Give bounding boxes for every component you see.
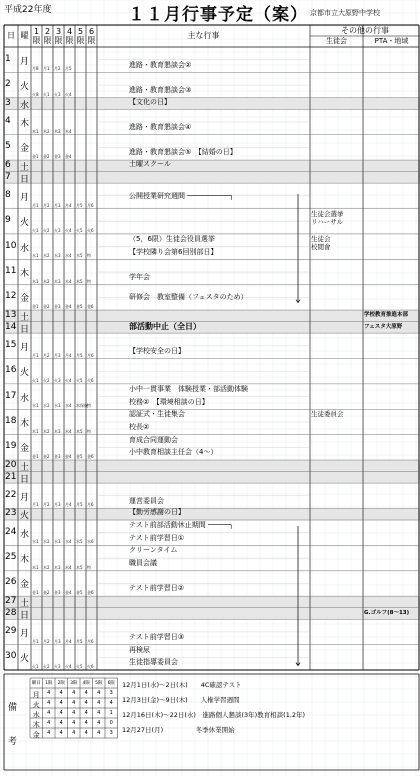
week-table-cell: 4 xyxy=(59,710,63,716)
day-number: 30 xyxy=(5,651,17,662)
weekday: 月 xyxy=(20,492,30,503)
event-text: 進路・教育懇談会⑤ 【結婚の日】 xyxy=(129,148,237,157)
week-table-header: 5限 xyxy=(95,681,103,686)
period-subject: 水1 xyxy=(32,253,39,259)
period-subject: 火4 xyxy=(65,227,72,233)
period-subject: 火5 xyxy=(76,377,83,383)
holiday-row-shade xyxy=(4,460,420,472)
day-number: 21 xyxy=(5,471,17,482)
event-text: 進路・教育懇談会③ xyxy=(129,86,192,95)
day-number: 26 xyxy=(5,577,17,588)
week-table-cell: 4 xyxy=(47,690,51,696)
period-subject: 木5 xyxy=(76,564,83,570)
event-text: 職員会議 xyxy=(129,559,157,568)
weekday: 火 xyxy=(20,511,30,522)
period-subject: 月1 xyxy=(32,202,39,208)
period-subject: 木2 xyxy=(43,564,50,570)
note-line: 12月3日(金)～9日(木) 人権学習週間 xyxy=(122,696,240,704)
period-subject: 月2 xyxy=(43,352,50,358)
period-subject: 水4 xyxy=(65,403,72,409)
column-header-day: 日 xyxy=(7,31,15,40)
period-subject: 火6 xyxy=(87,377,94,383)
event-text: 生徒指導委員会 xyxy=(129,658,178,667)
period-subject: 木保統 xyxy=(76,403,88,409)
weekday: 火 xyxy=(20,368,30,379)
period-subject: 金3 xyxy=(54,454,61,460)
weekday: 土 xyxy=(20,463,30,474)
period-subject: 水1 xyxy=(32,403,39,409)
period-subject: 火5 xyxy=(76,664,83,669)
period-subject: 月1 xyxy=(43,66,50,72)
note-line: 12月16日(木)～22日(水) 進路個人懇談(3年)教育相談(1,2年) xyxy=(122,711,306,719)
period-subject: 月3 xyxy=(54,638,61,644)
day-number: 25 xyxy=(5,552,17,563)
day-number: 24 xyxy=(5,526,17,537)
fiscal-year: 平成22年度 xyxy=(4,5,52,15)
weekday: 火 xyxy=(20,218,30,229)
week-table-cell: 4 xyxy=(47,710,51,716)
period-subject: 月5 xyxy=(76,202,83,208)
day-number: 12 xyxy=(5,291,17,302)
period-subject: 火6 xyxy=(87,227,94,233)
period-subject: 月5 xyxy=(65,66,72,72)
period-subject: 金3 xyxy=(54,154,61,160)
period-subject: 火6 xyxy=(87,664,94,669)
period-subject: 特 xyxy=(87,403,91,409)
weekday: 金 xyxy=(20,144,30,155)
period-subject: 月8 xyxy=(32,66,39,72)
student-council-event: 生徒会選挙 リハーサル xyxy=(311,209,344,226)
day-number: 22 xyxy=(5,489,17,500)
period-subject: 特 xyxy=(87,428,91,434)
column-header-period: 3 限 xyxy=(54,27,63,45)
week-table-header: 6限 xyxy=(107,681,115,686)
period-subject: 金2 xyxy=(43,304,50,310)
period-subject: 月4 xyxy=(65,502,72,508)
period-subject: 火3 xyxy=(54,377,61,383)
event-text: 【文化の日】 xyxy=(129,97,171,106)
period-subject: 水5 xyxy=(76,539,83,545)
day-number: 17 xyxy=(5,390,17,401)
pta-event: 学校教育推進本部 xyxy=(364,312,409,319)
period-subject: 月2 xyxy=(43,638,50,644)
weekday: 土 xyxy=(20,313,30,324)
period-subject: 金1 xyxy=(32,590,39,596)
weekday: 月 xyxy=(20,342,30,353)
period-subject: 月4 xyxy=(65,202,72,208)
period-subject: 金5 xyxy=(76,304,83,310)
period-subject: 金5 xyxy=(76,590,83,596)
period-subject: 月5 xyxy=(76,638,83,644)
week-table-cell: 4 xyxy=(72,730,76,736)
period-subject: 木1 xyxy=(32,428,39,434)
period-subject: 木4 xyxy=(65,564,72,570)
event-text: テスト前学習日① xyxy=(129,533,184,542)
week-table-cell: 4 xyxy=(72,690,76,696)
period-subject: 水1 xyxy=(32,539,39,545)
period-subject: 金1 xyxy=(32,304,39,310)
period-subject: 木3 xyxy=(54,278,61,284)
week-table-cell: 4 xyxy=(72,700,76,706)
notes-label: 考 xyxy=(8,737,18,747)
event-text: クリーンタイム xyxy=(129,546,178,555)
day-number: 15 xyxy=(5,339,17,350)
period-subject: 月6 xyxy=(87,638,94,644)
period-subject: 金4 xyxy=(65,590,72,596)
weekday: 水 xyxy=(20,529,30,540)
pta-event: フェスタ大原野 xyxy=(364,323,403,330)
weekday: 木 xyxy=(20,555,30,566)
holiday-row-shade xyxy=(4,310,420,322)
period-subject: 金4 xyxy=(65,154,72,160)
period-subject: 金6 xyxy=(87,590,94,596)
period-subject: 木4 xyxy=(65,128,72,134)
period-subject: 水4 xyxy=(65,253,72,259)
period-subject: 月2 xyxy=(54,66,61,72)
period-subject: 月4 xyxy=(65,638,72,644)
day-number: 14 xyxy=(5,321,17,332)
week-table-cell: 3 xyxy=(109,730,113,736)
week-table-cell: 水 xyxy=(32,711,40,719)
period-subject: 月6 xyxy=(87,502,94,508)
period-subject: 金1 xyxy=(32,154,39,160)
day-number: 18 xyxy=(5,415,17,426)
period-subject: 月4 xyxy=(65,352,72,358)
period-subject: 木4 xyxy=(65,278,72,284)
period-subject: 月2 xyxy=(43,502,50,508)
column-header-period: 2 限 xyxy=(43,27,52,45)
period-subject: 火1 xyxy=(32,377,39,383)
period-subject: 水3 xyxy=(54,253,61,259)
day-number: 3 xyxy=(5,97,11,108)
event-text: 土曜スクール xyxy=(129,160,171,169)
period-subject: 金4 xyxy=(65,454,72,460)
period-subject: 特 xyxy=(87,278,91,284)
period-subject: 木2 xyxy=(43,428,50,434)
period-subject: 月3 xyxy=(54,502,61,508)
week-table-cell: 4 xyxy=(97,700,101,706)
period-subject: 水3 xyxy=(54,539,61,545)
event-text: 【学校安全の日】 xyxy=(129,346,185,355)
event-text: 研修会 教室整備（フェスタのため） xyxy=(129,293,248,302)
week-table-cell: 金 xyxy=(32,731,40,739)
pta-event: G.ゴルフ(8～13) xyxy=(364,609,410,616)
period-subject: 月5 xyxy=(76,352,83,358)
weekday: 月 xyxy=(20,56,30,67)
event-text: 【学校隣り会第6回別部日】 xyxy=(129,247,218,256)
weekday: 金 xyxy=(20,294,30,305)
event-text: 育成合同運動会 xyxy=(129,435,178,444)
week-table-cell: 4 xyxy=(97,730,101,736)
event-text: 運営委員会 xyxy=(129,496,164,505)
weekday: 火 xyxy=(20,82,30,93)
column-header-main-events: 主な行事 xyxy=(187,31,220,40)
holiday-row-shade xyxy=(4,608,420,620)
period-subject: 金4 xyxy=(65,304,72,310)
day-number: 29 xyxy=(5,625,17,636)
event-text: テスト前学習日③ xyxy=(129,632,184,641)
period-subject: 火3 xyxy=(54,91,61,97)
weekday: 土 xyxy=(20,163,30,174)
period-subject: 水5 xyxy=(76,253,83,259)
period-subject: 月5 xyxy=(76,502,83,508)
period-subject: 金1 xyxy=(32,454,39,460)
weekday: 金 xyxy=(20,444,30,455)
period-subject: 火1 xyxy=(43,91,50,97)
holiday-row-shade xyxy=(4,172,420,184)
week-table-cell: 4 xyxy=(84,720,88,726)
notes-label: 備 xyxy=(8,703,18,713)
school-name: 京都市立大原野中学校 xyxy=(310,9,380,17)
week-table-header: 曜日 xyxy=(31,681,41,686)
period-subject: 火2 xyxy=(43,664,50,669)
column-header-other-events: その他の行事 xyxy=(341,26,389,35)
period-subject: 月1 xyxy=(32,502,39,508)
period-subject: 木2 xyxy=(43,278,50,284)
day-number: 27 xyxy=(5,596,17,607)
column-header-period: 4 限 xyxy=(65,27,74,45)
event-text: 部活動中止（全日） xyxy=(129,321,201,331)
period-subject: 金2 xyxy=(43,154,50,160)
weekday: 木 xyxy=(20,418,30,429)
week-table-cell: 0 xyxy=(109,720,113,726)
weekday: 日 xyxy=(20,324,30,335)
week-table-cell: 4 xyxy=(72,720,76,726)
day-number: 23 xyxy=(5,508,17,519)
event-text: 【勤労感謝の日】 xyxy=(129,508,185,517)
day-number: 10 xyxy=(5,240,17,251)
week-table-cell: 4 xyxy=(47,720,51,726)
period-subject: 金6 xyxy=(87,304,94,310)
weekday: 日 xyxy=(20,474,30,485)
week-table-header: 3限 xyxy=(70,681,78,686)
period-subject: 月1 xyxy=(32,638,39,644)
note-line: 12月27日(月) 冬季休業開始 xyxy=(122,726,235,734)
week-table-cell: 4 xyxy=(109,700,113,706)
week-table-cell: 4 xyxy=(84,690,88,696)
period-subject: 金3 xyxy=(54,590,61,596)
event-text: 小中一貫事業 体験授業・部活動体験 xyxy=(129,384,248,393)
period-subject: 月1 xyxy=(32,352,39,358)
day-number: 5 xyxy=(5,141,11,152)
period-subject: 木3 xyxy=(54,128,61,134)
week-table-cell: 4 xyxy=(47,730,51,736)
period-subject: 火4 xyxy=(65,377,72,383)
week-table-cell: 4 xyxy=(72,710,76,716)
event-text: 認証式・生徒集会 xyxy=(129,410,185,419)
week-table-cell: 4 xyxy=(97,690,101,696)
period-subject: 木1 xyxy=(32,128,39,134)
period-subject: 月2 xyxy=(43,202,50,208)
column-header-weekday: 曜 xyxy=(20,31,29,40)
period-subject: 木5 xyxy=(76,278,83,284)
period-subject: 木4 xyxy=(65,428,72,434)
event-text: 再検尿 xyxy=(129,645,150,654)
student-council-event: 生徒委員会 xyxy=(311,410,344,419)
week-table-cell: 3 xyxy=(109,690,113,696)
weekday: 水 xyxy=(20,393,30,404)
period-subject: 火1 xyxy=(32,227,39,233)
week-table-header: 1限 xyxy=(45,681,53,686)
week-table-cell: 4 xyxy=(97,720,101,726)
week-table-cell: 4 xyxy=(59,720,63,726)
period-subject: 水2 xyxy=(43,253,50,259)
period-subject: 火5 xyxy=(76,227,83,233)
period-subject: 火4 xyxy=(65,91,72,97)
week-table-header: 4限 xyxy=(82,681,90,686)
week-table-cell: 月 xyxy=(32,691,40,699)
week-table-cell: 4 xyxy=(84,730,88,736)
day-number: 28 xyxy=(5,607,17,618)
period-subject: 火1 xyxy=(32,664,39,669)
period-subject: 火3 xyxy=(54,664,61,669)
day-number: 2 xyxy=(5,79,11,90)
period-subject: 金5 xyxy=(76,454,83,460)
event-text: 小中教育相談主任会（4～） xyxy=(129,448,218,457)
period-subject: 火2 xyxy=(43,377,50,383)
period-subject: 水6 xyxy=(87,539,94,545)
period-subject: 水3 xyxy=(54,403,61,409)
week-table-header: 2限 xyxy=(57,681,65,686)
column-header-period: 1 限 xyxy=(32,27,41,45)
event-text: 学年会 xyxy=(129,272,150,281)
holiday-row-shade xyxy=(4,472,420,484)
student-council-event: 生徒会 校閲會 xyxy=(311,234,331,251)
week-table-cell: 4 xyxy=(59,700,63,706)
day-number: 7 xyxy=(5,171,11,182)
day-number: 4 xyxy=(5,115,11,126)
period-subject: 金2 xyxy=(43,454,50,460)
day-number: 11 xyxy=(5,265,17,276)
weekday: 水 xyxy=(20,243,30,254)
day-number: 19 xyxy=(5,441,17,452)
week-table-cell: 火 xyxy=(32,701,40,709)
week-table-cell: 4 xyxy=(47,700,51,706)
period-subject: 金3 xyxy=(54,304,61,310)
weekday: 日 xyxy=(20,174,30,185)
day-number: 20 xyxy=(5,460,17,471)
week-table-cell: 4 xyxy=(59,690,63,696)
weekday: 木 xyxy=(20,118,30,129)
event-text: 校長② xyxy=(129,422,150,431)
day-number: 13 xyxy=(5,310,17,321)
day-number: 8 xyxy=(5,189,11,200)
week-table-cell: 4 xyxy=(97,710,101,716)
event-text: テスト前学習日② xyxy=(129,584,184,593)
period-subject: 木5 xyxy=(76,428,83,434)
period-subject: 金6 xyxy=(87,454,94,460)
period-subject: 月3 xyxy=(54,352,61,358)
weekday: 日 xyxy=(20,610,30,621)
period-subject: 月6 xyxy=(87,202,94,208)
day-number: 9 xyxy=(5,215,11,226)
week-table-cell: 木 xyxy=(32,721,40,729)
column-header-period: 6 限 xyxy=(87,27,96,45)
day-number: 1 xyxy=(5,53,11,64)
period-subject: 火3 xyxy=(54,227,61,233)
weekday: 月 xyxy=(20,628,30,639)
event-text: 進路・教育懇談会④ xyxy=(129,122,192,131)
period-subject: 木1 xyxy=(32,564,39,570)
period-subject: 木3 xyxy=(54,428,61,434)
week-table-cell: 1 xyxy=(109,710,113,716)
period-subject: 木1 xyxy=(32,278,39,284)
period-subject: 水4 xyxy=(65,539,72,545)
period-subject: 月3 xyxy=(54,202,61,208)
weekday: 火 xyxy=(20,654,30,665)
weekday: 水 xyxy=(20,100,30,111)
event-text: 校務② 【環境相談の日】 xyxy=(129,397,209,406)
period-subject: 木2 xyxy=(43,128,50,134)
note-line: 12月1日(水)～2日(木) 4C確認テスト xyxy=(122,681,242,689)
weekday: 金 xyxy=(20,580,30,591)
period-subject: 特 xyxy=(87,564,91,570)
period-subject: 特 xyxy=(87,253,91,259)
event-text: （5，6限）生徒会役員選挙 xyxy=(129,234,215,243)
column-header-student-council: 生徒会 xyxy=(326,37,347,45)
period-subject: 火8 xyxy=(32,91,39,97)
week-table-cell: 4 xyxy=(59,730,63,736)
period-subject: 木3 xyxy=(54,564,61,570)
weekday: 木 xyxy=(20,268,30,279)
day-number: 6 xyxy=(5,160,11,171)
column-header-pta: PTA・地域 xyxy=(374,37,409,45)
week-table-cell: 4 xyxy=(84,700,88,706)
holiday-row-shade xyxy=(4,596,420,608)
weekday: 土 xyxy=(20,599,30,610)
period-subject: 水2 xyxy=(43,539,50,545)
event-text: テスト前部活動休止期間 ─────┐ xyxy=(129,521,234,530)
day-number: 16 xyxy=(5,365,17,376)
period-subject: 月6 xyxy=(87,352,94,358)
period-subject: 水2 xyxy=(43,403,50,409)
week-table-cell: 4 xyxy=(84,710,88,716)
page-title: １１月行事予定（案） xyxy=(128,5,308,25)
column-header-period: 5 限 xyxy=(76,27,85,45)
period-subject: 火4 xyxy=(65,664,72,669)
period-subject: 火2 xyxy=(43,227,50,233)
weekday: 月 xyxy=(20,192,30,203)
event-text: 進路・教育懇談会② xyxy=(129,60,192,69)
period-subject: 金2 xyxy=(43,590,50,596)
event-text: 公開授業研究週間 ──────────┐ xyxy=(129,191,234,200)
